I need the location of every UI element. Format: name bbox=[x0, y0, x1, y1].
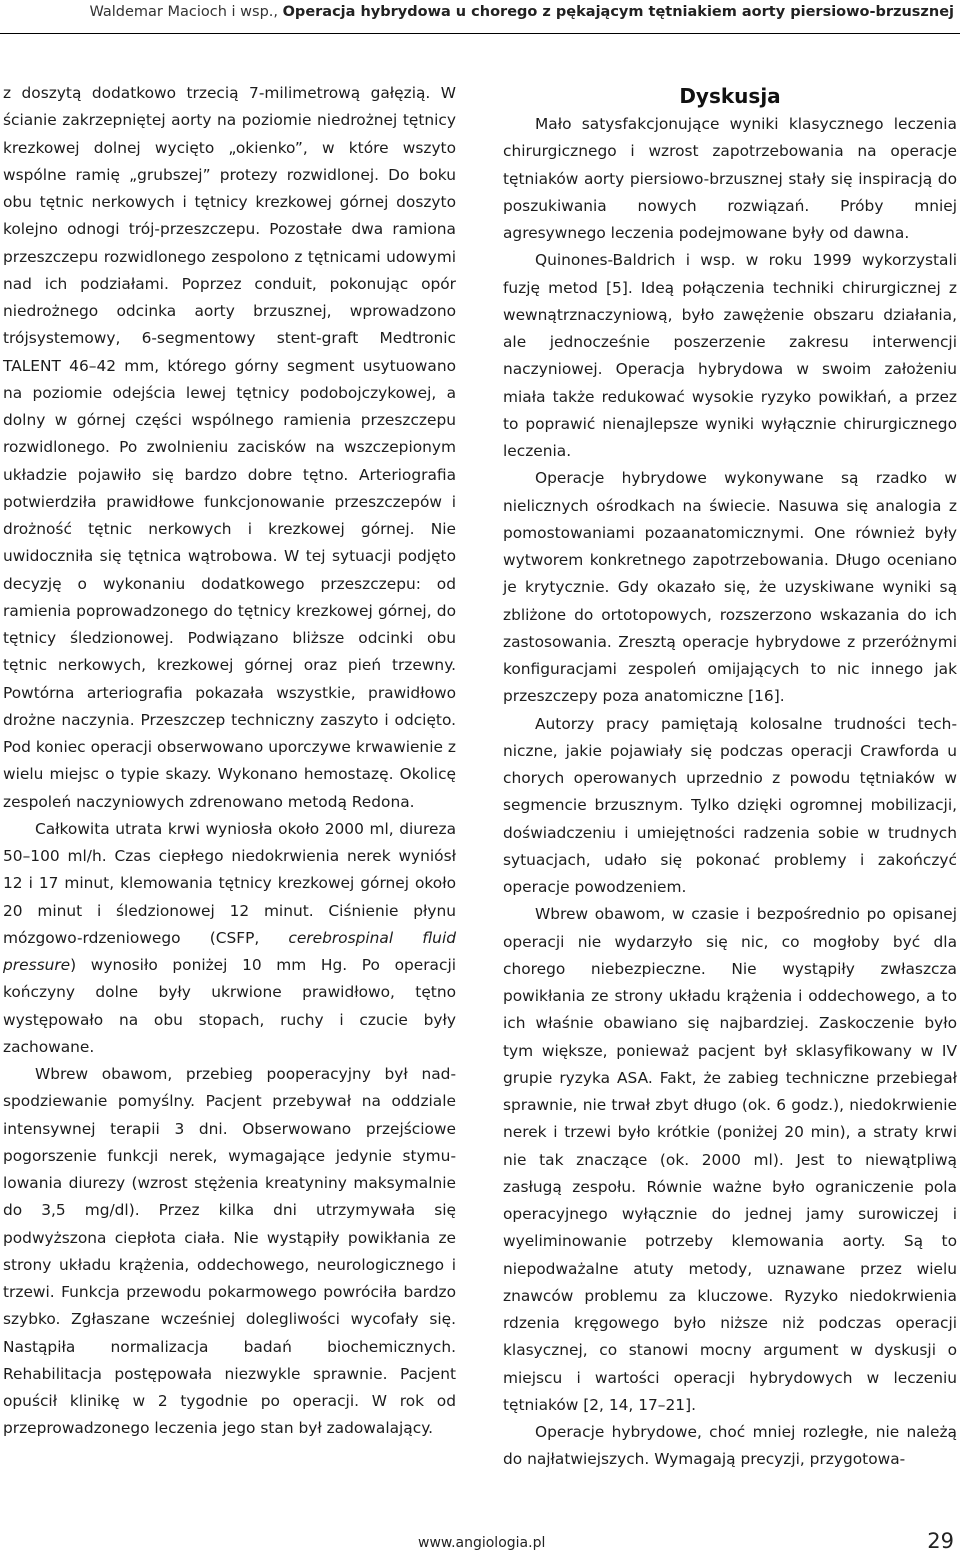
right-paragraph-6: Operacje hybrydowe, choć mniej rozległe, nie należą do najłatwiejszych. Wymagają precyzji, przygotowa- bbox=[503, 1423, 957, 1469]
right-paragraph-2: Quinones-Baldrich i wsp. w roku 1999 wykorzystali fuzję metod [5]. Ideą połączenia techniki chirurgicznej z wewnątrznaczyniową, było zawężenie obszaru działania, ale jednocześnie poszerzenie zakresu interwencji naczyniowej. Operacja hybrydowa w swoim założeniu miała także redukować wysokie ryzyko powikłań, a przez to poprawić nienajlepsze wyniki wyłącznie chirurgicznego leczenia. bbox=[503, 251, 957, 460]
section-heading: Dyskusja bbox=[679, 84, 781, 108]
running-header bbox=[0, 4, 954, 20]
header-title: Operacja hybrydowa u chorego z pękającym tętniakiem aorty piersiowo-brzusznej bbox=[282, 4, 954, 20]
page-number: 29 bbox=[927, 1529, 954, 1553]
right-paragraph-1: Mało satysfakcjonujące wyniki klasycznego leczenia chirurgicznego i wzrost zapotrzebowania na operacje tętniaków aorty piersiowo-brzusznej stały się inspiracją do poszukiwania nowych rozwiązań. Próby mniej agresywnego leczenia podejmowane były od dawna. bbox=[503, 115, 957, 242]
left-paragraph-2 bbox=[3, 816, 456, 1061]
right-paragraph-4: Autorzy pracy pamiętają kolosalne trudności techniczne, jakie pojawiały się podczas operacji Crawforda u chorych operowanych uprzednio z powodu tętniaków w segmencie brzusznym. Tylko dzięki ogromnej mobilizacji, doświadczeniu i umiejętności radzenia sobie w trudnych sytuacjach, udało się pokonać problemy i zakończyć operacje powodzeniem. bbox=[503, 714, 957, 896]
right-column bbox=[503, 81, 957, 1474]
csfp-term: cerebrospinal fluid pressure bbox=[3, 928, 456, 974]
left-paragraph-2-start: Całkowita utrata krwi wyniosła około 2000 ml, diureza 50–100 ml/h. Czas ciepłego niedokrwienia nerek wyniósł 12 i 17 minut, klemowania tętnicy krezkowej górnej około 20 minut i śledzionowej 12 minut. Ciśnienie płynu mózgowo-rdzeniowego (CSFP, bbox=[3, 819, 456, 947]
left-paragraph-1: z doszytą dodatkowo trzecią 7-milimetrową gałęzią. W ścianie zakrzepniętej aorty na poziomie niedrożnej tętnicy krezkowej dolnej wycięto „okienko”, w które wszyto wspólne ramię „grubszej” protezy rozwidlonej. Do boku obu tętnic nerkowych i tętnicy krezkowej górnej doszyto kolejno odnogi trój-przeszczepu. Pozostałe dwa ramiona przeszczepu rozwidlonego zespolono z tętnicami udowymi nad ich podziałami. Poprzez conduit, pokonując opór niedrożnego odcinka aorty brzusznej, wprowadzono trójsystemowy, 6-segmentowy stent-graft Medtronic TALENT 46–42 mm, którego górny segment usytuowano na poziomie odejścia lewej tętnicy podobojczykowej, a dolny w górnej części wspólnego ramienia przeszczepu rozwidlonego. Po zwolnieniu zacisków na wszczepionym układzie pojawiło się bardzo dobre tętno. Arteriografia potwierdziła prawidłowe funkcjonowanie przeszczepów i drożność tętnic nerkowych i krezkowej górnej. Nie uwidoczniła się tętnica wątrobowa. W tej sytuacji podjęto decyzję o wykonaniu dodatkowego przeszczepu: od ramienia poprowadzonego do tętnicy krezkowej górnej, do tętnicy śledzionowej. Podwiązano bliższe odcinki obu tętnic nerkowych, krezkowej górnej oraz pień trzewny. Powtórna arteriografia pokazała wszystkie, prawidłowo drożne naczynia. Przeszczep techniczny zaszyto i odcięto. Pod koniec operacji obserwowano uporczywe krwawienie z wielu miejsc o typie skazy. Wykonano hemostazę. Okolicę zespoleń naczyniowych zdrenowano metodą Redona. bbox=[3, 84, 456, 811]
left-paragraph-3: Wbrew obawom, przebieg pooperacyjny był nadspodziewanie pomyślny. Pacjent przebywał na oddziale intensywnej terapii 3 dni. Obserwowano przejściowe pogorszenie funkcji nerek, wymagające jedynie stymulowania diurezy (wzrost stężenia kreatyniny maksymalnie do 3,5 mg/dl). Przez kilka dni utrzymywała się podwyższona ciepłota ciała. Nie wystąpiły powikłania ze strony układu krążenia, oddechowego, neurologicznego i trzewi. Funkcja przewodu pokarmowego powróciła bardzo szybko. Zgłaszane wcześniej dolegliwości wycofały się. Nastąpiła normalizacja badań biochemicznych. Rehabilitacja postępowała niezwykle sprawnie. Pacjent opuścił klinikę w 2 tygodnie po operacji. W rok od przeprowadzonego leczenia jego stan był zadowalający. bbox=[3, 1065, 456, 1438]
right-paragraph-5: Wbrew obawom, w czasie i bezpośrednio po opisanej operacji nie wydarzyło się nic, co mogłoby być dla chorego niebezpieczne. Nie wystąpiły zwłaszcza powikłania ze strony układu krążenia i oddechowego, a to ich właśnie obawiano się najbardziej. Zaskoczenie było tym większe, ponieważ pacjent był sklasyfikowany w IV grupie ryzyka ASA. Fakt, że zabieg techniczne przebiegał sprawnie, nie trwał zbyt długo (ok. 6 godz.), niedokrwienie nerek i trzewi było krótkie (poniżej 20 min), a straty krwi nie tak znaczące (ok. 2000 ml). Jest to niewątpliwą zasługą zespołu. Równie ważne było ograniczenie pola operacyjnego wyłącznie do jednej jamy surowiczej i wyeliminowanie potrzeby klemowania aorty. Są to niepodważalne atuty metody, uznawane przez wielu znawców problemu za kluczowe. Ryzyko niedokrwienia rdzenia kręgowego było niższe niż podczas operacji klasycznej, co stanowi mocny argument w dyskusji o miejscu i wartości operacji hybrydowych w leczeniu tętniaków [2, 14, 17–21]. bbox=[503, 905, 957, 1414]
right-paragraph-3: Operacje hybrydowe wykonywane są rzadko w nielicznych ośrodkach na świecie. Nasuwa się analogia z pomostowaniami pozaanatomicznymi. One również były wytworem konkretnego zapotrzebowania. Długo oceniano je krytycznie. Gdy okazało się, że uzyskiwane wyniki są zbliżone do ortotopowych, rozszerzono wskazania do ich zastosowania. Zresztą operacje hybrydowe z przeróżnymi konfiguracjami zespoleń omijających to nic innego jak przeszczepy poza anatomiczne [16]. bbox=[503, 469, 957, 706]
left-paragraph-2-end: ) wynosiło poniżej 10 mm Hg. Po operacji kończyny dolne były ukrwione prawidłowo, tętno występowało na obu stopach, ruchy i czucie były zachowane. bbox=[3, 956, 456, 1056]
footer-url[interactable]: www.angiologia.pl bbox=[418, 1535, 546, 1551]
header-rule bbox=[0, 33, 960, 34]
left-column bbox=[3, 80, 456, 1443]
header-authors: Waldemar Macioch i wsp., bbox=[89, 4, 278, 20]
